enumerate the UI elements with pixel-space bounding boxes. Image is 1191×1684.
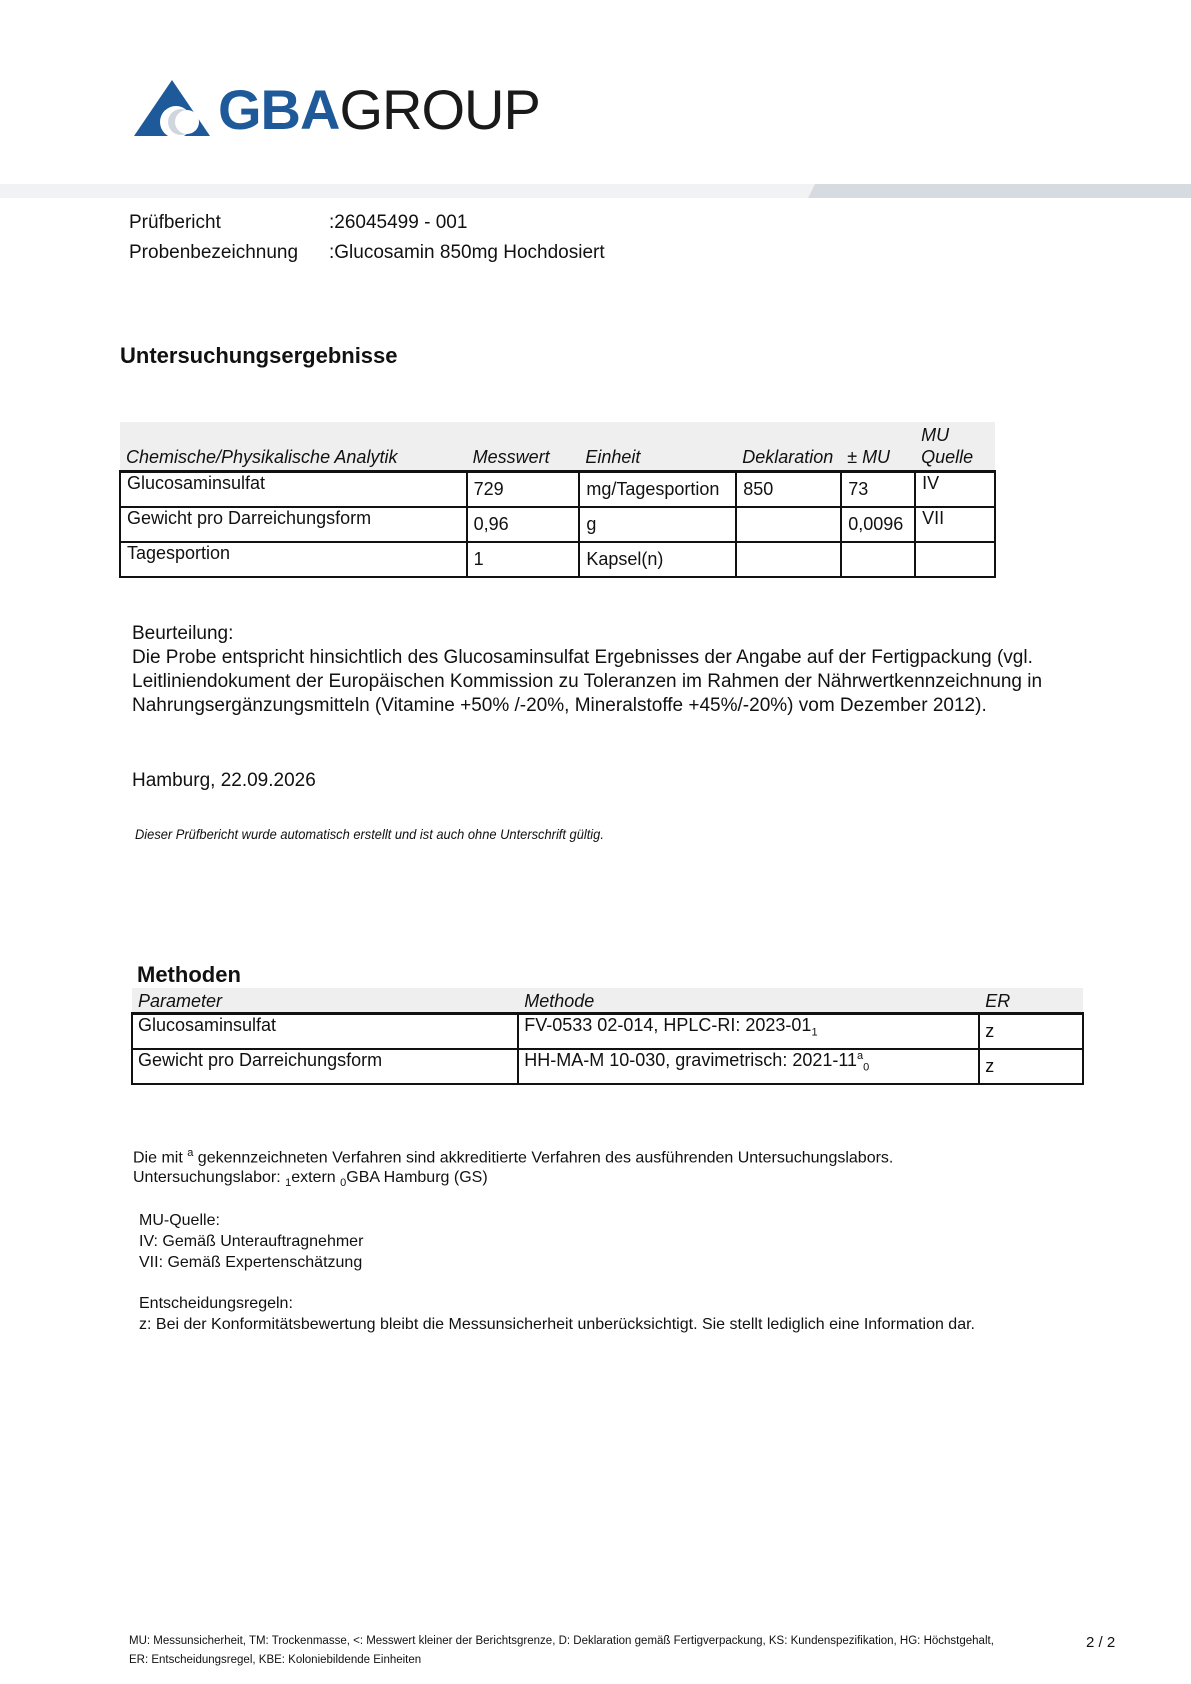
accreditation-notes	[133, 1143, 893, 1194]
analyte-name: Glucosaminsulfat	[120, 472, 467, 508]
method-parameter: Gewicht pro Darreichungsform	[132, 1049, 518, 1084]
analyte-name: Gewicht pro Darreichungsform	[120, 507, 467, 542]
unit: Kapsel(n)	[579, 542, 736, 577]
logo-group-text: GROUP	[339, 78, 540, 141]
methods-title: Methoden	[137, 962, 241, 987]
decision-rule-z: z: Bei der Konformitätsbewertung bleibt die Messunsicherheit unberücksichtigt. Sie stellt lediglich eine Information dar.	[139, 1316, 975, 1333]
logo-gba-text: GBA	[218, 78, 340, 141]
unit: mg/Tagesportion	[579, 472, 736, 508]
col-analytik: Chemische/Physikalische Analytik	[120, 422, 467, 472]
lab-gba: GBA Hamburg (GS)	[346, 1169, 488, 1187]
method-name	[518, 1014, 979, 1050]
col-er: ER	[979, 988, 1083, 1014]
assessment	[132, 622, 1072, 718]
col-messwert: Messwert	[467, 422, 580, 472]
mu-source	[915, 542, 995, 577]
decision-rule-notes	[139, 1293, 975, 1335]
method-parameter: Glucosaminsulfat	[132, 1014, 518, 1050]
header-divider	[0, 184, 1191, 198]
lab-index: 0	[863, 1061, 870, 1074]
footer-legend	[129, 1632, 1029, 1670]
note-text: Die mit	[133, 1149, 188, 1167]
mu-source: VII	[915, 507, 995, 542]
measured-value: 729	[467, 472, 580, 508]
lab-line	[133, 1168, 893, 1193]
col-deklaration: Deklaration	[736, 422, 841, 472]
lab-index: 1	[285, 1177, 292, 1190]
table-row	[120, 507, 995, 542]
col-mu: ± MU	[841, 422, 915, 472]
gba-logo-icon	[132, 78, 212, 142]
assessment-text: Die Probe entspricht hinsichtlich des Glucosaminsulfat Ergebnisses der Angabe auf der Fertigpackung (vgl. Leitliniendokument der Europäischen Kommission zu Toleranzen im Rahmen der Nährwertkennzeichnung in Nahrungsergänzungsmitteln (Vitamine +50% /-20%, Mineralstoffe +45%/-20%) vom Dezember 2012).	[132, 647, 1043, 716]
decision-rule: z	[979, 1014, 1083, 1050]
accreditation-mark: a	[857, 1050, 864, 1062]
method-name	[518, 1049, 979, 1084]
sample-name-value: :Glucosamin 850mg Hochdosiert	[329, 242, 605, 263]
measured-value: 1	[467, 542, 580, 577]
lab-index: 1	[811, 1026, 818, 1039]
col-parameter: Parameter	[132, 988, 518, 1014]
mu-source-notes	[139, 1210, 363, 1273]
decision-rule-title: Entscheidungsregeln:	[139, 1295, 293, 1312]
decision-rule: z	[979, 1049, 1083, 1084]
unit: g	[579, 507, 736, 542]
col-einheit: Einheit	[579, 422, 736, 472]
col-mu-quelle: MU Quelle	[915, 422, 995, 472]
lab-label: Untersuchungslabor:	[133, 1169, 286, 1187]
methods-table	[131, 988, 1084, 1085]
assessment-label: Beurteilung:	[132, 623, 234, 644]
place-date: Hamburg, 22.09.2026	[132, 770, 316, 791]
lab-index: 0	[340, 1177, 347, 1190]
table-row	[120, 472, 995, 508]
method-text: HH-MA-M 10-030, gravimetrisch: 2021-11	[524, 1050, 858, 1070]
footer-line: ER: Entscheidungsregel, KBE: Koloniebildende Einheiten	[129, 1654, 422, 1666]
table-row	[132, 1049, 1083, 1084]
logo-wordmark	[218, 78, 540, 142]
accreditation-line	[133, 1143, 893, 1168]
company-logo	[132, 78, 540, 142]
mu-source: IV	[915, 472, 995, 508]
mu-source-title: MU-Quelle:	[139, 1212, 220, 1229]
report-meta	[129, 208, 605, 268]
results-title: Untersuchungsergebnisse	[120, 343, 398, 368]
auto-generated-note: Dieser Prüfbericht wurde automatisch erstellt und ist auch ohne Unterschrift gültig.	[135, 826, 604, 842]
mu-source-iv: IV: Gemäß Unterauftragnehmer	[139, 1233, 364, 1250]
lab-external: extern	[291, 1169, 341, 1187]
accreditation-mark: a	[187, 1147, 194, 1159]
report-number-label: Prüfbericht	[129, 212, 221, 233]
measurement-uncertainty	[841, 542, 915, 577]
measured-value: 0,96	[467, 507, 580, 542]
measurement-uncertainty: 0,0096	[841, 507, 915, 542]
table-row	[132, 1014, 1083, 1050]
results-table	[119, 422, 996, 578]
mu-source-vii: VII: Gemäß Expertenschätzung	[139, 1254, 363, 1271]
page-number: 2 / 2	[1086, 1634, 1116, 1651]
note-text: gekennzeichneten Verfahren sind akkreditierte Verfahren des ausführenden Untersuchungslabors.	[193, 1149, 894, 1167]
measurement-uncertainty: 73	[841, 472, 915, 508]
declaration	[736, 542, 841, 577]
sample-name-label: Probenbezeichnung	[129, 242, 299, 263]
footer-line: MU: Messunsicherheit, TM: Trockenmasse, <: Messwert kleiner der Berichtsgrenze, D: Deklaration gemäß Fertigverpackung, KS: Kundenspezifikation, HG: Höchstgehalt,	[129, 1635, 994, 1647]
col-methode: Methode	[518, 988, 979, 1014]
method-text: FV-0533 02-014, HPLC-RI: 2023-01	[524, 1015, 812, 1035]
declaration	[736, 507, 841, 542]
analyte-name: Tagesportion	[120, 542, 467, 577]
report-number-value: :26045499 - 001	[329, 212, 468, 233]
table-row	[120, 542, 995, 577]
declaration: 850	[736, 472, 841, 508]
